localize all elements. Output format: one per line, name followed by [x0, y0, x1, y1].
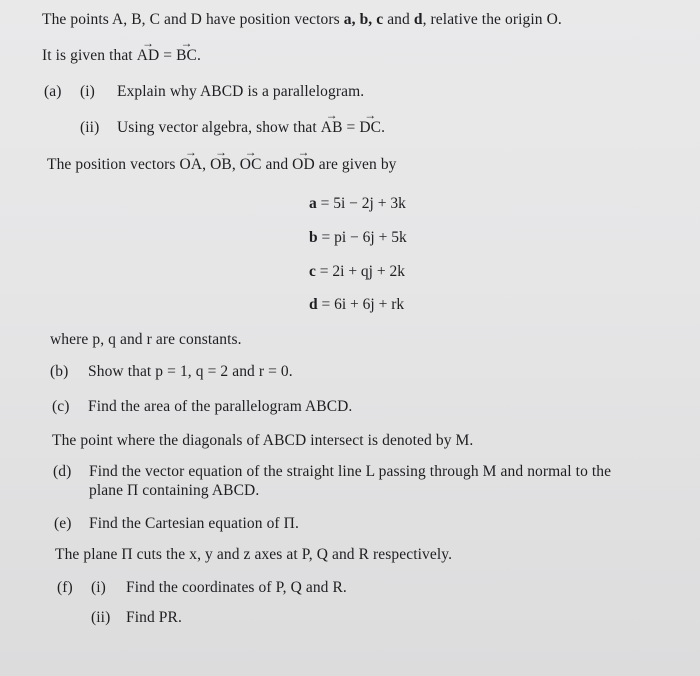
part-a-i-text: Explain why ABCD is a parallelogram. — [117, 83, 365, 100]
vector-ad: → AD — [137, 47, 160, 65]
vector-letters: a, b, c — [343, 11, 384, 28]
diagonals-line: The point where the diagonals of ABCD intersect is denoted by M. — [52, 432, 474, 449]
vector-d: d — [413, 11, 423, 28]
intro-and: and — [383, 11, 414, 28]
plane-line: The plane Π cuts the x, y and z axes at P, Q and R respectively. — [55, 546, 453, 563]
part-f-ii-text: Find PR. — [126, 609, 182, 626]
part-a-ii-label: (ii) — [80, 119, 100, 136]
period: . — [196, 47, 201, 64]
equals-sign: = — [342, 119, 360, 136]
part-b-text: Show that p = 1, q = 2 and r = 0. — [88, 363, 293, 380]
position-vectors-line: The position vectors → OA, → OB, → OC and → OD are given by — [47, 156, 397, 174]
part-f-ii-label: (ii) — [91, 609, 111, 626]
equation-a: a = 5i − 2j + 3k — [309, 195, 406, 212]
part-f-i-text: Find the coordinates of P, Q and R. — [126, 579, 347, 596]
part-e-text: Find the Cartesian equation of Π. — [89, 515, 299, 532]
part-d-text-1: Find the vector equation of the straight line L passing through M and normal to the — [89, 463, 612, 480]
part-f-i-label: (i) — [91, 579, 106, 596]
part-f-label: (f) — [57, 579, 73, 596]
intro-text: The points A, B, C and D have position vectors — [42, 11, 344, 28]
equation-c: c = 2i + qj + 2k — [309, 263, 405, 280]
pv-suffix: are given by — [314, 156, 397, 173]
vector-ab: → AB — [321, 119, 343, 137]
vector-bc: → BC — [176, 47, 197, 65]
given-text: It is given that — [42, 47, 137, 64]
vector-ob: → OB — [210, 156, 232, 174]
equation-d: d = 6i + 6j + rk — [309, 296, 405, 313]
vector-oc: → OC — [240, 156, 262, 174]
equals-sign: = — [159, 47, 177, 64]
equation-b: b = pi − 6j + 5k — [309, 229, 407, 246]
part-c-label: (c) — [52, 398, 70, 415]
part-a-ii-text — [117, 119, 385, 137]
vector-dc: → DC — [359, 119, 381, 137]
intro-line-1 — [42, 11, 562, 29]
intro-line-2 — [42, 47, 201, 65]
intro-suffix: , relative the origin O. — [422, 11, 562, 28]
vector-oa: → OA — [180, 156, 203, 174]
vector-od: → OD — [292, 156, 315, 174]
part-b-label: (b) — [50, 363, 69, 380]
constants-line: where p, q and r are constants. — [50, 331, 242, 348]
period: . — [381, 119, 386, 136]
part-d-text-2: plane Π containing ABCD. — [89, 482, 260, 499]
part-c-text: Find the area of the parallelogram ABCD. — [88, 398, 353, 415]
show-text: Using vector algebra, show that — [117, 119, 321, 136]
part-e-label: (e) — [54, 515, 72, 532]
part-a-i-label: (i) — [80, 83, 95, 100]
part-d-label: (d) — [53, 463, 72, 480]
pv-text: The position vectors — [47, 156, 180, 173]
part-a-label: (a) — [44, 83, 62, 100]
